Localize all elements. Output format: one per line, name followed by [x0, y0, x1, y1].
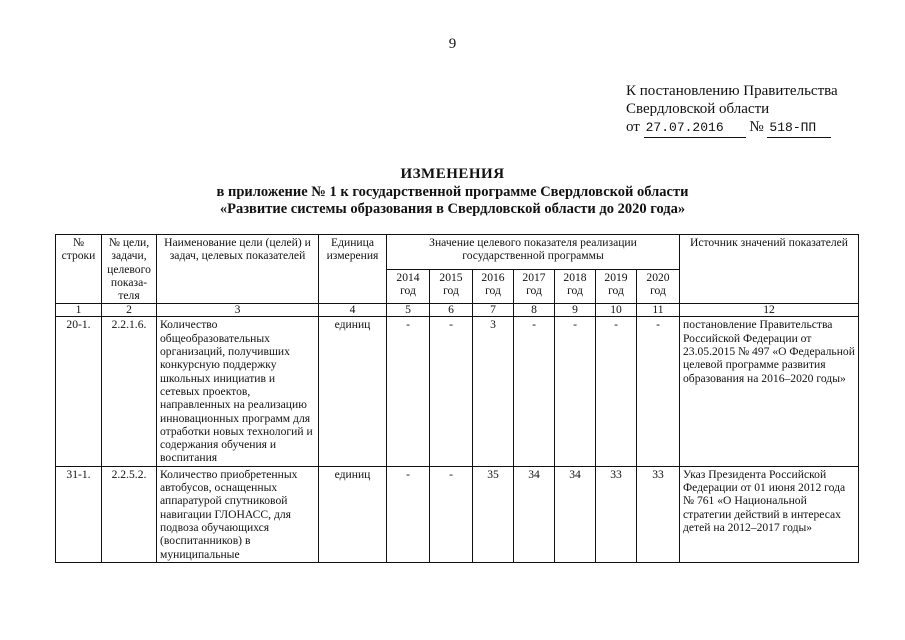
- value-cell: -: [637, 317, 680, 466]
- column-number: 3: [157, 304, 319, 317]
- goal-number: 2.2.5.2.: [102, 466, 157, 562]
- value-cell: 33: [596, 466, 637, 562]
- page-number: 9: [448, 36, 457, 52]
- value-cell: 33: [637, 466, 680, 562]
- value-cell: 3: [473, 317, 514, 466]
- date-prefix: от: [626, 119, 640, 135]
- title-line-3: «Развитие системы образования в Свердловской области до 2020 года»: [219, 201, 686, 217]
- value-cell: 34: [555, 466, 596, 562]
- unit: единиц: [319, 317, 387, 466]
- indicator-name: Количество общеобразовательных организаций, получивших конкурсную поддержку школьных инициатив и сетевых проектов, направленных на реализацию инновационных программ для отработки новых технологий и содержания обучения и воспитания: [157, 317, 319, 466]
- approval-stamp: [626, 82, 838, 138]
- header-value-group: Значение целевого показателя реализации государственной программы: [387, 235, 680, 270]
- header-year: 2014 год: [387, 269, 430, 304]
- header-row: [56, 235, 859, 270]
- column-number: 2: [102, 304, 157, 317]
- value-cell: 35: [473, 466, 514, 562]
- source: Указ Президента Российской Федерации от 01 июня 2012 года № 761 «О Национальной стратегии действий в интересах детей на 2012–2017 годы»: [680, 466, 859, 562]
- column-number: 12: [680, 304, 859, 317]
- approval-line-2: Свердловской области: [626, 101, 770, 117]
- changes-table: [55, 234, 859, 563]
- title-line-1: ИЗМЕНЕНИЯ: [400, 166, 505, 182]
- indicator-name: Количество приобретенных автобусов, оснащенных аппаратурой спутниковой навигации ГЛОНАСС, для подвоза обучающихся (воспитанников) в муниципальные: [157, 466, 319, 562]
- value-cell: -: [387, 317, 430, 466]
- column-number: 4: [319, 304, 387, 317]
- title-line-2: в приложение № 1 к государственной программе Свердловской области: [216, 183, 689, 200]
- header-year: 2016 год: [473, 269, 514, 304]
- value-cell: -: [514, 317, 555, 466]
- column-number: 10: [596, 304, 637, 317]
- header-unit: Единица измерения: [319, 235, 387, 304]
- header-year: 2015 год: [430, 269, 473, 304]
- unit: единиц: [319, 466, 387, 562]
- value-cell: -: [430, 317, 473, 466]
- value-cell: -: [430, 466, 473, 562]
- number-prefix: №: [749, 119, 764, 135]
- approval-line-1: К постановлению Правительства: [626, 83, 838, 99]
- header-year: 2020 год: [637, 269, 680, 304]
- approval-date-line: [626, 118, 838, 138]
- document-title: [0, 166, 905, 219]
- header-goal-no: № цели, задачи, целевого показа-теля: [102, 235, 157, 304]
- goal-number: 2.2.1.6.: [102, 317, 157, 466]
- column-number: 5: [387, 304, 430, 317]
- approval-date: 27.07.2016: [644, 119, 746, 138]
- source: постановление Правительства Российской Федерации от 23.05.2015 № 497 «О Федеральной целевой программе развития образования на 2016–2020 годы»: [680, 317, 859, 466]
- header-year: 2018 год: [555, 269, 596, 304]
- value-cell: -: [596, 317, 637, 466]
- header-name: Наименование цели (целей) и задач, целевых показателей: [157, 235, 319, 304]
- column-number: 1: [56, 304, 102, 317]
- value-cell: 34: [514, 466, 555, 562]
- column-number: 9: [555, 304, 596, 317]
- column-number: 11: [637, 304, 680, 317]
- approval-number: 518-ПП: [767, 119, 831, 138]
- row-number: 31-1.: [56, 466, 102, 562]
- value-cell: -: [387, 466, 430, 562]
- header-source: Источник значений показателей: [680, 235, 859, 304]
- header-year: 2017 год: [514, 269, 555, 304]
- row-number: 20-1.: [56, 317, 102, 466]
- column-numbers-row: [56, 304, 859, 317]
- column-number: 8: [514, 304, 555, 317]
- column-number: 6: [430, 304, 473, 317]
- header-row-no: № строки: [56, 235, 102, 304]
- header-year: 2019 год: [596, 269, 637, 304]
- table-row: [56, 317, 859, 466]
- table-row: [56, 466, 859, 562]
- column-number: 7: [473, 304, 514, 317]
- value-cell: -: [555, 317, 596, 466]
